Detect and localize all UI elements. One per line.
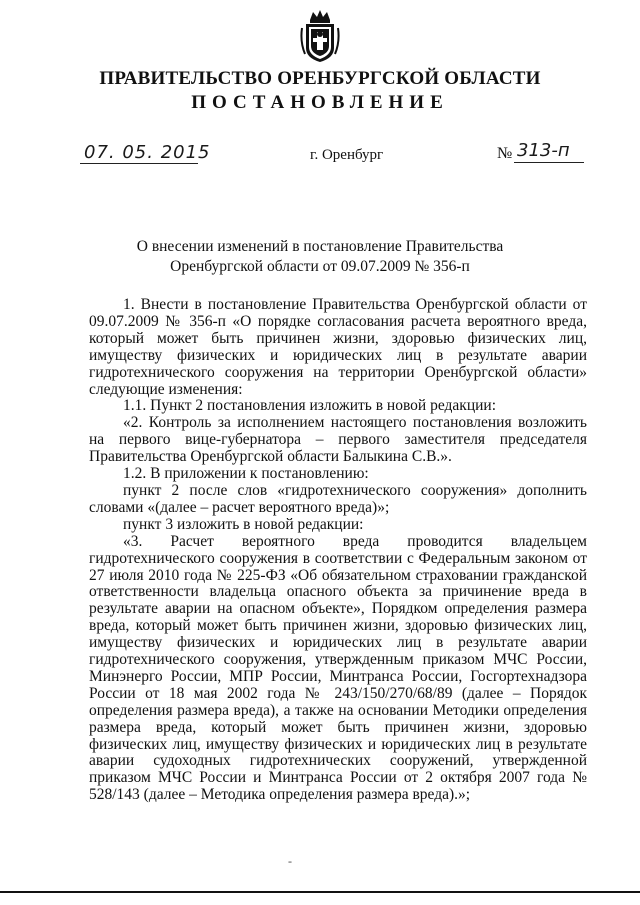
paragraph-1: 1. Внести в постановление Правительства Оренбургской области от 09.07.2009 № 356-п «О порядке согласования расчета вероятного вреда, который может быть причинен жизни, здоровью физических лиц, имуществу физических и юридических лиц в результате аварии гидротехнического сооружения на территории Оренбургской области» следующие изменения:: [89, 296, 587, 398]
subject-line-2: Оренбургской области от 09.07.2009 № 356-п: [170, 258, 470, 275]
number-underline: [514, 162, 584, 163]
document-date: 07. 05. 2015: [84, 142, 211, 163]
document-number: 313-п: [517, 140, 570, 161]
paragraph-quote-2: «2. Контроль за исполнением настоящего постановления возложить на первого вице-губернатора – первого заместителя председателя Правительства Оренбургской области Балыкина С.В.».: [89, 414, 587, 466]
coat-of-arms-icon: [300, 8, 340, 64]
document-type: ПОСТАНОВЛЕНИЕ: [191, 92, 449, 113]
document-subject: [0, 237, 640, 277]
paragraph-point-3: пункт 3 изложить в новой редакции:: [123, 515, 364, 533]
number-label: №: [497, 145, 513, 162]
city: г. Оренбург: [310, 147, 384, 163]
bottom-rule: [0, 891, 640, 893]
paragraph-1-1: 1.1. Пункт 2 постановления изложить в новой редакции:: [123, 397, 497, 415]
document-body: [89, 297, 587, 804]
subject-line-1: О внесении изменений в постановление Правительства: [136, 238, 504, 255]
paragraph-1-2: 1.2. В приложении к постановлению:: [123, 465, 369, 483]
government-title: ПРАВИТЕЛЬСТВО ОРЕНБУРГСКОЙ ОБЛАСТИ: [99, 68, 541, 89]
paragraph-point-2: пункт 2 после слов «гидротехнического сооружения» дополнить словами «(далее – расчет вероятного вреда)»;: [89, 481, 587, 516]
date-underline: [80, 163, 198, 164]
paragraph-quote-3: «3. Расчет вероятного вреда проводится владельцем гидротехнического сооружения в соответствии с Федеральным законом от 27 июля 2010 года № 225-ФЗ «Об обязательном страховании гражданской ответственности владельца опасного объекта за причинение вреда в результате аварии на опасном объекте», Порядком определения размера вреда, который может быть причинен жизни, здоровью физических лиц, имуществу физических и юридических лиц в результате аварии гидротехнического сооружения, утвержденным приказом МЧС России, Минэнерго России, МПР России, Минтранса России, Госгортехнадзора России от 18 мая 2002 года № 243/150/270/68/89 (далее – Порядок определения размера вреда), а также на основании Методики определения размера вреда, который может быть причинен жизни, здоровью физических лиц, имуществу физических и юридических лиц в результате аварии судоходных гидротехнических сооружений, утвержденной приказом МЧС России и Минтранса России от 2 октября 2007 года № 528/143 (далее – Методика определения размера вреда).»;: [89, 532, 587, 804]
page-mark: -: [288, 854, 292, 868]
